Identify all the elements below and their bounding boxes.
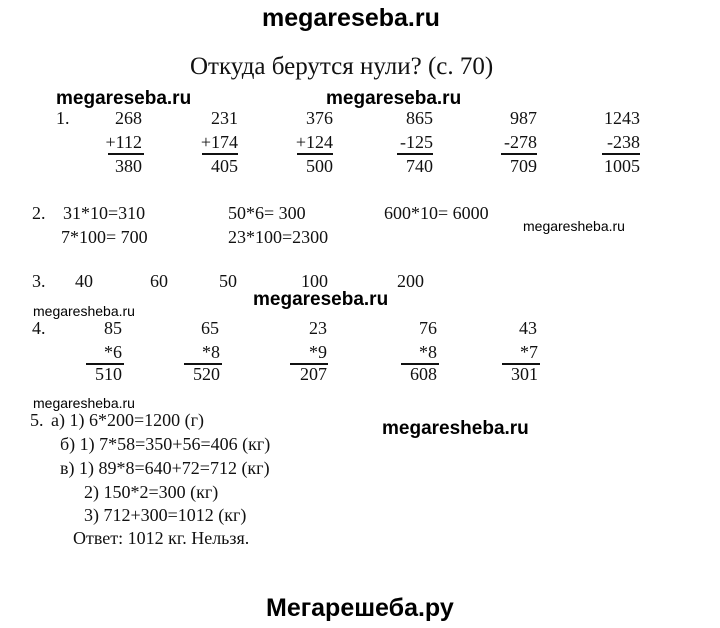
task4-col5-a: 43 [519, 318, 537, 338]
task5-line-b: б) 1) 7*58=350+56=406 (кг) [60, 434, 271, 454]
task5-line-a: а) 1) 6*200=1200 (г) [51, 410, 204, 430]
task1-col3-b: +124 [295, 132, 333, 152]
task1-col4-line [397, 153, 433, 155]
task3-number: 3. [32, 271, 46, 291]
watermark-footer: Мегарешеба.ру [266, 594, 454, 622]
task1-col3-a: 376 [306, 108, 333, 128]
task2-expr-4: 7*100= 700 [61, 227, 148, 247]
task5-line-v2: 2) 150*2=300 (кг) [84, 482, 219, 502]
task1-col4-b: -125 [400, 132, 433, 152]
watermark-left-upper: megareseba.ru [56, 88, 192, 109]
task4-col2-b: *8 [202, 342, 220, 362]
watermark-right-task2: megaresheba.ru [523, 218, 625, 234]
watermark-left-mid: megaresheba.ru [33, 303, 135, 319]
task3-value-4: 100 [301, 271, 328, 291]
task2-number: 2. [32, 203, 46, 223]
task1-col6-b: -238 [607, 132, 640, 152]
task2-expr-2: 50*6= 300 [228, 203, 306, 223]
task1-col3-r: 500 [306, 156, 333, 176]
task5-line-v1: в) 1) 89*8=640+72=712 (кг) [60, 458, 270, 478]
task4-col5-r: 301 [511, 364, 538, 384]
task1-col5-b: -278 [504, 132, 537, 152]
task1-col5-line [501, 153, 537, 155]
watermark-center-mid: megareseba.ru [253, 289, 389, 310]
task1-col4-a: 865 [406, 108, 433, 128]
page-title: Откуда берутся нули? (с. 70) [190, 53, 494, 80]
task1-col2-a: 231 [211, 108, 238, 128]
task4-col4-r: 608 [410, 364, 437, 384]
task5-line-v3: 3) 712+300=1012 (кг) [84, 505, 247, 525]
task2-expr-5: 23*100=2300 [228, 227, 329, 247]
task4-col2-r: 520 [193, 364, 220, 384]
task5-answer: Ответ: 1012 кг. Нельзя. [73, 528, 250, 548]
task4-col5-b: *7 [520, 342, 538, 362]
task1-col5-r: 709 [510, 156, 537, 176]
task1-col4-r: 740 [406, 156, 433, 176]
task3-value-1: 40 [75, 271, 93, 291]
task2-expr-3: 600*10= 6000 [384, 203, 489, 223]
task1-col6-r: 1005 [604, 156, 640, 176]
task4-col3-b: *9 [309, 342, 327, 362]
watermark-top: megareseba.ru [262, 4, 440, 32]
task1-col1-r: 380 [115, 156, 142, 176]
task4-col3-r: 207 [300, 364, 327, 384]
watermark-left-lower: megaresheba.ru [33, 395, 135, 411]
task1-col2-r: 405 [211, 156, 238, 176]
task4-col1-r: 510 [95, 364, 122, 384]
task1-col2-b: +174 [200, 132, 238, 152]
task4-col2-a: 65 [201, 318, 219, 338]
task3-value-5: 200 [397, 271, 424, 291]
task4-col3-a: 23 [309, 318, 327, 338]
task4-col1-b: *6 [104, 342, 122, 362]
task1-col6-line [602, 153, 640, 155]
task5-number: 5. [30, 410, 44, 430]
task1-col6-a: 1243 [604, 108, 640, 128]
task3-value-3: 50 [219, 271, 237, 291]
task4-number: 4. [32, 318, 46, 338]
watermark-right-lower: megaresheba.ru [382, 418, 529, 439]
task2-expr-1: 31*10=310 [63, 203, 146, 223]
task3-value-2: 60 [150, 271, 168, 291]
task1-col1-a: 268 [115, 108, 142, 128]
task1-col1-line [108, 153, 144, 155]
task1-col1-b: +112 [105, 132, 142, 152]
watermark-center-upper: megareseba.ru [326, 88, 462, 109]
task1-number: 1. [56, 108, 70, 128]
task1-col3-line [297, 153, 333, 155]
task1-col2-line [202, 153, 238, 155]
task4-col1-a: 85 [104, 318, 122, 338]
task4-col4-b: *8 [419, 342, 437, 362]
task4-col4-a: 76 [419, 318, 437, 338]
task1-col5-a: 987 [510, 108, 537, 128]
